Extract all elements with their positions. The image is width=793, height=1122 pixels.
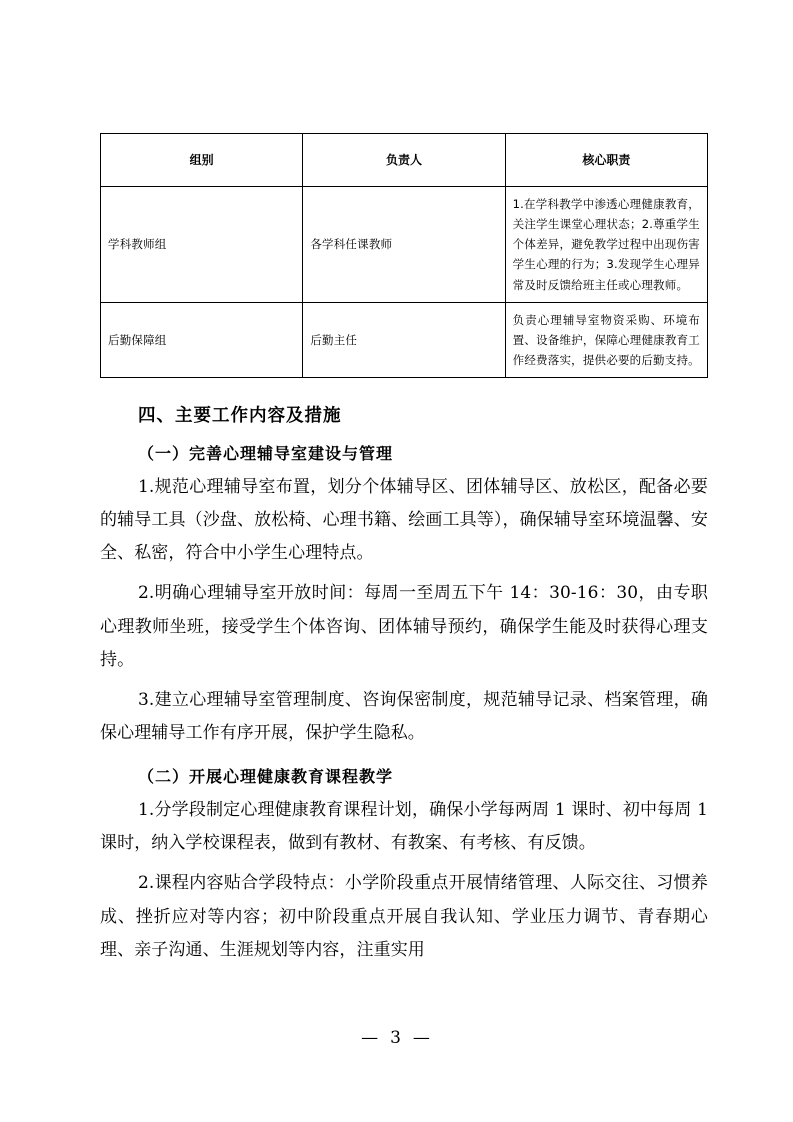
table-row xyxy=(101,187,708,303)
page-number: 3 xyxy=(390,1028,403,1048)
table-header xyxy=(101,134,708,187)
cell-owner: 后勤主任 xyxy=(303,302,505,377)
paragraph: 3.建立心理辅导室管理制度、咨询保密制度，规范辅导记录、档案管理，确保心理辅导工作有序开展，保护学生隐私。 xyxy=(100,689,708,743)
table-header-group: 组别 xyxy=(101,134,303,187)
paragraph: 1.规范心理辅导室布置，划分个体辅导区、团体辅导区、放松区，配备必要的辅导工具（沙盘、放松椅、心理书籍、绘画工具等），确保辅导室环境温馨、安全、私密，符合中小学生心理特点。 xyxy=(100,477,708,564)
table-row xyxy=(101,302,708,377)
table-header-duty: 核心职责 xyxy=(505,134,707,187)
cell-owner: 各学科任课教师 xyxy=(303,187,505,303)
table-header-row xyxy=(101,134,708,187)
paragraph: 2.课程内容贴合学段特点：小学阶段重点开展情绪管理、人际交往、习惯养成、挫折应对等内容；初中阶段重点开展自我认知、学业压力调节、青春期心理、亲子沟通、生涯规划等内容，注重实用 xyxy=(100,873,708,960)
paragraph: 2.明确心理辅导室开放时间：每周一至周五下午 14：30-16：30，由专职心理教师坐班，接受学生个体咨询、团体辅导预约，确保学生能及时获得心理支持。 xyxy=(100,583,708,670)
page-footer xyxy=(0,1028,793,1048)
paragraph: 1.分学段制定心理健康教育课程计划，确保小学每两周 1 课时、初中每周 1 课时，纳入学校课程表，做到有教材、有教案、有考核、有反馈。 xyxy=(100,800,708,854)
section-heading: 四、主要工作内容及措施 xyxy=(138,406,342,426)
footer-right-dash: — xyxy=(412,1028,432,1048)
page-content xyxy=(100,133,708,974)
footer-left-dash: — xyxy=(361,1028,381,1048)
subsection-heading-1: （一）完善心理辅导室建设与管理 xyxy=(138,444,394,463)
cell-duty: 1.在学科教学中渗透心理健康教育，关注学生课堂心理状态；2.尊重学生个体差异，避免教学过程中出现伤害学生心理的行为；3.发现学生心理异常及时反馈给班主任或心理教师。 xyxy=(505,187,707,303)
responsibility-table xyxy=(100,133,708,378)
cell-duty: 负责心理辅导室物资采购、环境布置、设备维护，保障心理健康教育工作经费落实，提供必要的后勤支持。 xyxy=(505,302,707,377)
cell-group: 学科教师组 xyxy=(101,187,303,303)
table-header-owner: 负责人 xyxy=(303,134,505,187)
cell-group: 后勤保障组 xyxy=(101,302,303,377)
subsection-heading-2: （二）开展心理健康教育课程教学 xyxy=(138,767,394,787)
table-body xyxy=(101,187,708,378)
